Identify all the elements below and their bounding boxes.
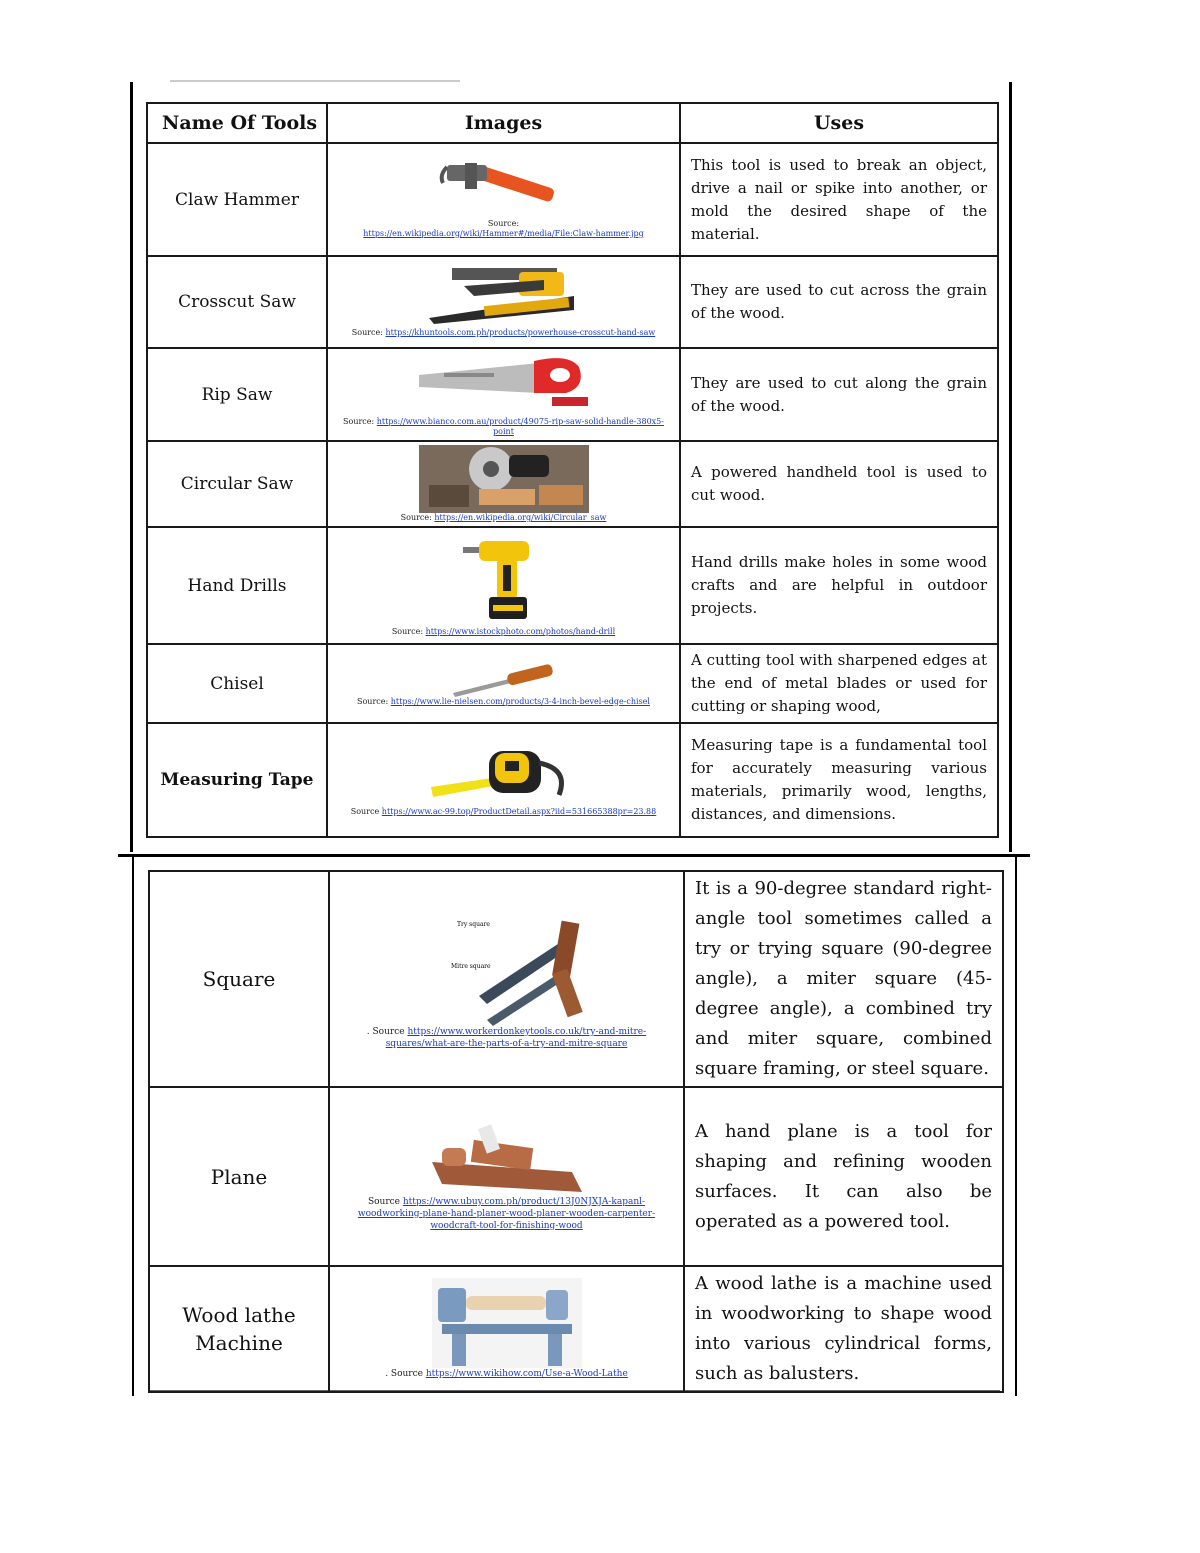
left-margin-line-2 [132,856,134,1396]
right-margin-line [1009,82,1012,852]
rip-saw-image [414,353,594,417]
chisel-image [449,661,559,697]
source-prefix: Source [367,1196,400,1207]
image-cell [327,143,680,256]
tool-name: Chisel [147,644,327,723]
crosscut-saw-image [424,266,584,328]
tool-use: It is a 90-degree standard right-angle tool sometimes called a try or trying square (90-degree angle), a miter square (45-degree angle), a combined try and miter square, combined square framing, or steel square. [684,871,1003,1087]
tool-use: A cutting tool with sharpened edges at the end of metal blades or used for cutting or shaping wood, [680,644,998,723]
source-prefix: Source: [357,696,389,706]
page-break-line [118,854,1030,857]
source-prefix: Source: [391,626,424,636]
source-link[interactable]: https://en.wikipedia.org/wiki/Circular_saw [434,513,607,522]
right-margin-line-2 [1015,856,1017,1396]
source-link[interactable]: https://www.istockphoto.com/photos/hand-drill [425,626,616,636]
table-row [147,441,998,527]
tool-name: Rip Saw [147,348,327,441]
tool-use: A hand plane is a tool for shaping and refining wooden surfaces. It can also be operated as a powered tool. [684,1087,1003,1266]
image-source [328,417,679,437]
image-cell [327,723,680,837]
tool-use: Measuring tape is a fundamental tool for accurately measuring various materials, primarily wood, lengths, distances, and dimensions. [680,723,998,837]
claw-hammer-image [439,161,569,219]
tool-use: They are used to cut across the grain of the wood. [680,256,998,348]
image-source [328,513,679,523]
image-cell [329,1087,684,1266]
table-header-row [147,103,998,143]
header-images: Images [327,103,680,143]
image-cell [327,644,680,723]
image-source [328,807,679,817]
tool-use: A powered handheld tool is used to cut wood. [680,441,998,527]
square-image [417,908,597,1026]
top-faded-text-line [170,80,460,82]
tools-table-2 [148,870,1004,1393]
image-cell [327,348,680,441]
image-cell [327,441,680,527]
source-link[interactable]: https://www.ubuy.com.ph/product/13J0NJXJA-kapanl-woodworking-plane-hand-planer-wood-planer-wooden-carpenter-woodcraft-tool-for-finishing-wood [357,1196,656,1231]
table-row [149,871,1003,1087]
measuring-tape-image [429,743,579,807]
source-prefix: Source [350,807,380,816]
tool-name: Square [149,871,329,1087]
tool-use: Hand drills make holes in some wood crafts and are helpful in outdoor projects. [680,527,998,644]
tool-name: Hand Drills [147,527,327,644]
table-row [147,723,998,837]
source-link[interactable]: https://www.wikihow.com/Use-a-Wood-Lathe [425,1369,628,1379]
tool-name: Claw Hammer [147,143,327,256]
source-link[interactable]: https://www.bianco.com.au/product/49075-rip-saw-solid-handle-380x5-point [376,416,664,436]
image-source [330,1026,683,1050]
source-prefix: Source: [487,218,520,228]
try-square-caption: Try square [456,921,490,928]
table-row [147,143,998,256]
plane-image [422,1122,592,1196]
source-link[interactable]: https://en.wikipedia.org/wiki/Hammer#/media/File:Claw-hammer.jpg [363,228,644,238]
hand-drill-image [459,535,549,627]
tool-use: A wood lathe is a machine used in woodworking to shape wood into various cylindrical forms, such as balusters. [684,1266,1003,1392]
wood-lathe-image [432,1278,582,1368]
table-row [147,256,998,348]
tool-name: Circular Saw [147,441,327,527]
source-link[interactable]: https://www.workerdonkeytools.co.uk/try-and-mitre-squares/what-are-the-parts-of-a-try-and-mitre-square [385,1027,647,1049]
tools-table-1 [146,102,999,838]
image-source [328,219,679,239]
table-row [147,348,998,441]
image-source [328,328,679,338]
image-cell [329,871,684,1087]
source-prefix: . Source [385,1369,423,1379]
tool-name: Measuring Tape [147,723,327,837]
left-margin-line [130,82,133,852]
header-uses: Uses [680,103,998,143]
tool-name: Crosscut Saw [147,256,327,348]
tool-use: They are used to cut along the grain of the wood. [680,348,998,441]
image-source [328,697,679,707]
tool-name: Wood lathe Machine [149,1266,329,1392]
image-cell [327,256,680,348]
image-cell [329,1266,684,1392]
table-row [149,1266,1003,1392]
table-row [149,1087,1003,1266]
mitre-square-caption: Mitre square [450,963,491,970]
image-source [328,627,679,637]
circular-saw-image [419,445,589,513]
table-row [147,527,998,644]
header-name-of-tools: Name Of Tools [147,103,327,143]
image-source [330,1368,683,1380]
source-link[interactable]: https://www.ac-99.top/ProductDetail.aspx?iid=531665388pr=23.88 [381,807,657,816]
table-row [147,644,998,723]
source-prefix: Source: [400,513,432,522]
source-prefix: . Source [366,1027,405,1037]
image-source [330,1196,683,1232]
source-prefix: Source: [351,328,383,337]
image-cell [327,527,680,644]
source-link[interactable]: https://www.lie-nielsen.com/products/3-4-inch-bevel-edge-chisel [390,696,650,706]
source-link[interactable]: https://khuntools.com.ph/products/powerhouse-crosscut-hand-saw [385,328,656,337]
tool-name: Plane [149,1087,329,1266]
tool-use: This tool is used to break an object, drive a nail or spike into another, or mold the desired shape of the material. [680,143,998,256]
source-prefix: Source: [343,416,375,426]
